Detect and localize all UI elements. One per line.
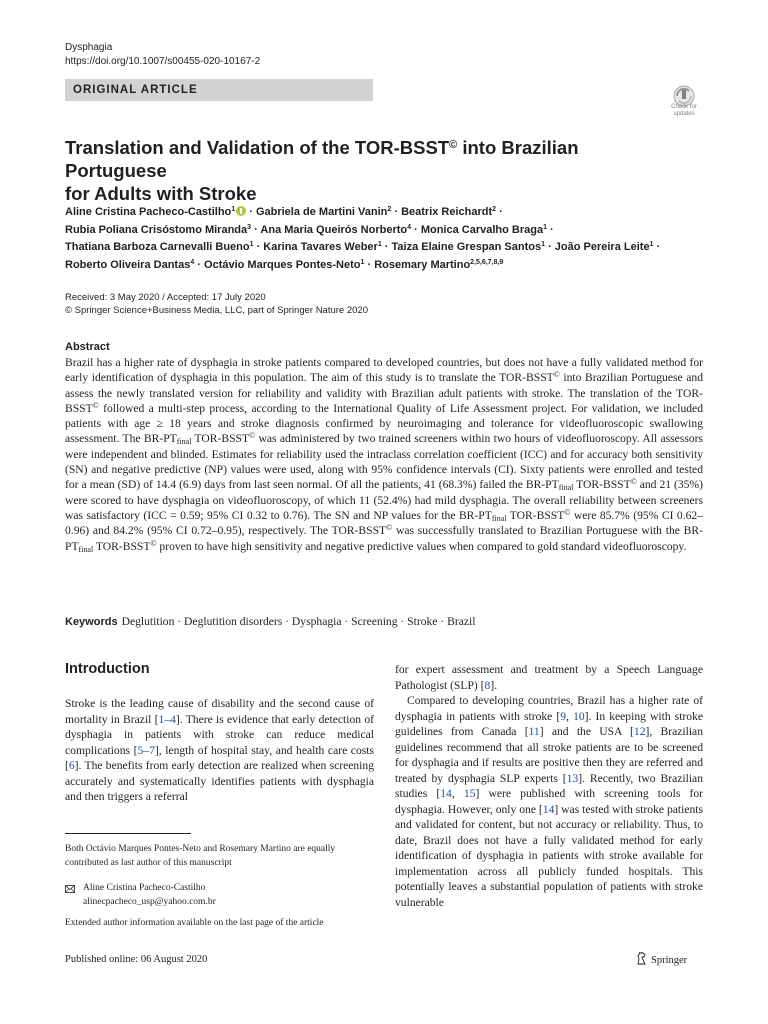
introduction-heading: Introduction (65, 661, 150, 677)
author-name[interactable]: Roberto Oliveira Dantas (65, 258, 191, 271)
article-type-band (65, 79, 373, 101)
paragraph-text: for expert assessment and treatment by a Speech Language Pathologist (SLP) [ (395, 663, 703, 692)
author-name[interactable]: Ana Maria Queirós Norberto (260, 223, 408, 236)
keywords-list: Deglutition · Deglutition disorders · Dysphagia · Screening · Stroke · Brazil (121, 615, 476, 628)
author-affiliation: 2,5,6,7,8,9 (470, 258, 504, 266)
check-updates-line-2: updates (673, 111, 695, 117)
citation-link[interactable]: 11 (528, 725, 540, 738)
article-type-label: ORIGINAL ARTICLE (73, 84, 198, 96)
citation-link[interactable]: 5–7 (137, 743, 155, 757)
title-part-1: Translation and Validation of the TOR-BSST (65, 137, 450, 158)
title-part-2: into Brazilian Portuguese (65, 137, 579, 181)
author-name[interactable]: Taiza Elaine Grespan Santos (391, 241, 542, 254)
paragraph-text: ] and the USA [ (539, 725, 634, 738)
paragraph-text: ]. Recently, two Brazilian studies [ (395, 771, 703, 800)
extended-author-info-note: Extended author information available on the last page of the article (65, 918, 324, 928)
copyright-superscript: © (249, 431, 256, 441)
copyright-superscript: © (564, 507, 571, 517)
author-name[interactable]: Thatiana Barboza Carnevalli Bueno (65, 241, 250, 254)
final-subscript: final (558, 483, 574, 493)
final-subscript: final (491, 513, 507, 523)
keywords-label: Keywords (65, 616, 118, 628)
author-name[interactable]: Beatrix Reichardt (401, 206, 493, 218)
abstract-text: and 21 (35%) were scored to have dysphagia on videofluoroscopy, of which 11 (52.4%) had mild dysphagia. The overall reliability between screeners was satisfactory (ICC = 0.59; 95% CI 0.32 to 0.76). The SN and NP values for the BR-PT (65, 478, 703, 522)
author-affiliation: 4 (190, 258, 195, 266)
abstract-text: followed a multi-step process, according to the International Quality of Life Assessment project. For validation, we included patients with age ≥ 18 years and stroke diagnosis confirmed by neuroimaging and tolerance for videofluoroscopic swallowing assessment. The BR-PT (65, 401, 703, 446)
abstract-body (65, 355, 703, 554)
citation-link[interactable]: 10 (573, 709, 585, 723)
received-accepted-dates: Received: 3 May 2020 / Accepted: 17 July 2020 (65, 292, 266, 303)
author-affiliation: 2 (492, 206, 497, 213)
mail-icon (65, 885, 75, 893)
title-copyright-mark: © (449, 139, 458, 151)
contact-name: Aline Cristina Pacheco-Castilho (83, 883, 206, 893)
author-affiliation: 3 (247, 223, 252, 231)
springer-wordmark: Springer (651, 955, 688, 966)
introduction-left-column (65, 696, 374, 805)
published-online-date: Published online: 06 August 2020 (65, 954, 208, 965)
paragraph-text: ]. In keeping with stroke guidelines from Canada [ (395, 709, 704, 738)
author-affiliation: 1 (543, 223, 547, 231)
orcid-icon[interactable] (236, 206, 246, 216)
paragraph-text: ]. There is evidence that early detection of dysphagia in patients with stroke can reduce medical complications [ (65, 712, 374, 757)
abstract-text: TOR-BSST (506, 508, 565, 522)
springer-horse-icon (636, 952, 647, 965)
doi-link[interactable]: https://doi.org/10.1007/s00455-020-10167-2 (65, 56, 261, 67)
author-affiliation: 1 (649, 241, 654, 249)
abstract-text: were 85.7% (95% CI 0.62–0.96) and 84.2% (95% CI 0.72–0.95), respectively. The TOR-BSST (65, 508, 703, 538)
intro-paragraph (65, 696, 374, 805)
citation-link[interactable]: 14 (440, 787, 452, 800)
paragraph-text: ] were published with screening tools for dysphagia. However, only one [ (395, 787, 704, 816)
abstract-text: Brazil has a higher rate of dysphagia in stroke patients compared to developed countries, but does not have a fully validated method for early identification of dysphagia in this population. The aim of this study is to translate the TOR-BSST (65, 356, 703, 385)
author-name[interactable]: Monica Carvalho Braga (420, 223, 544, 236)
citation-link[interactable]: 9 (560, 709, 567, 723)
abstract-text: TOR-BSST (93, 539, 151, 553)
author-affiliation: 2 (387, 206, 392, 213)
check-for-updates-label[interactable] (660, 104, 708, 118)
paragraph-text: , (566, 709, 574, 723)
citation-link[interactable]: 12 (633, 725, 646, 738)
author-name[interactable]: Rosemary Martino (374, 258, 471, 271)
citation-link[interactable]: 6 (68, 759, 75, 772)
citation-link[interactable]: 15 (463, 787, 476, 800)
article-title (65, 136, 685, 205)
paragraph-text: , (451, 787, 464, 800)
copyright-superscript: © (92, 400, 99, 410)
final-subscript: final (78, 544, 94, 554)
springer-logo (636, 952, 687, 968)
check-updates-line-1: Check for (671, 104, 697, 110)
contact-email-link[interactable]: alinecpacheco_usp@yahoo.com.br (83, 896, 216, 907)
paragraph-text: ]. (490, 678, 498, 692)
author-affiliation: 1 (541, 241, 546, 249)
abstract-text: was administered by two trained screeners within two hours of videofluoroscopy. All assessors were independent and blinded. Estimates for reliability used the intraclass correlation coefficient (ICC) and for accuracy both sensitivity (SN) and negative predictive (NP) values were used, along with 95% confidence intervals (CI). Sixty patients were enrolled and tested for a mean (SD) of 14.4 (6.9) days from last seen normal. Of all the patients, 41 (68.3%) failed the BR-PT (65, 432, 703, 492)
citation-link[interactable]: 1–4 (158, 712, 176, 726)
copyright-notice: © Springer Science+Business Media, LLC, part of Springer Nature 2020 (65, 305, 368, 316)
intro-paragraph (395, 693, 703, 910)
author-name[interactable]: Rubia Poliana Crisóstomo Miranda (65, 223, 248, 236)
author-affiliation: 1 (377, 241, 382, 249)
author-name[interactable]: Karina Tavares Weber (263, 241, 378, 254)
author-affiliation: 1 (360, 258, 365, 266)
paragraph-text: ], length of hospital stay, and health care costs [ (65, 743, 374, 772)
copyright-superscript: © (386, 523, 393, 533)
intro-paragraph (395, 662, 703, 693)
abstract-text: into Brazilian Portuguese and assess the newly translated version for reliability and validity with Brazilian adult patients with stroke. The translation of the TOR-BSST (65, 371, 703, 415)
equal-contribution-note: Both Octávio Marques Pontes-Neto and Rosemary Martino are equally contributed as last author of this manuscript (65, 844, 336, 868)
author-affiliation: 1 (231, 206, 236, 213)
citation-link[interactable]: 8 (484, 678, 491, 692)
author-name[interactable]: Aline Cristina Pacheco-Castilho (65, 206, 232, 218)
author-affiliation: 1 (249, 241, 254, 249)
author-name[interactable]: Gabriela de Martini Vanin (255, 206, 388, 218)
author-name[interactable]: João Pereira Leite (554, 241, 650, 254)
final-subscript: final (176, 437, 192, 447)
title-line-2: for Adults with Stroke (65, 183, 257, 204)
paragraph-text: Compared to developing countries, Brazil has a higher rate of dysphagia in patients with stroke [ (395, 694, 703, 723)
abstract-text: was successfully translated to Brazilian Portuguese with the BR-PT (65, 524, 703, 553)
abstract-text: proven to have high sensitivity and negative predictive values when compared to gold standard videofluoroscopy. (156, 539, 687, 553)
author-affiliation: 4 (407, 223, 412, 231)
citation-link[interactable]: 14 (542, 802, 555, 816)
footnote-divider (65, 833, 191, 834)
paragraph-text: ], Brazilian guidelines recommend that all stroke patients are to be screened for dysphagia and if results are positive then they are referred and treated by dysphagia SLP experts [ (395, 725, 703, 785)
paragraph-text: Stroke is the leading cause of disability and the second cause of mortality in Brazil [ (65, 697, 374, 726)
copyright-superscript: © (150, 538, 157, 548)
author-name[interactable]: Octávio Marques Pontes-Neto (204, 258, 361, 271)
abstract-text: TOR-BSST (191, 432, 250, 446)
copyright-superscript: © (553, 370, 560, 380)
copyright-superscript: © (630, 477, 637, 487)
introduction-right-column (395, 662, 703, 910)
citation-link[interactable]: 13 (566, 771, 579, 785)
paragraph-text: ] was tested with stroke patients and validated for content, but not accuracy or reliability. Thus, to date, Brazil does not have a fully validated method for early identification of dysphagia in patients with stroke available for implementation across all publicly funded hospitals. This potentially leaves a substantial population of patients with stroke vulnerable (395, 802, 704, 909)
journal-name: Dysphagia (65, 42, 113, 53)
abstract-text: TOR-BSST (573, 478, 631, 492)
abstract-heading: Abstract (65, 341, 110, 353)
author-list: Aline Cristina Pacheco-Castilho$^1$ · Gabriela de Martini Vanin$^2$ · Beatrix Reichardt$^2$ · Rubia Poliana Crisóstomo Miranda$^3$ · Ana Maria Queirós Norberto$^4$ · Monica Carvalho Braga$^1$ · Thatiana Barboza Carnevalli Bueno$^1$ · Karina Tavares Weber$^1$ · Taiza Elaine Grespan Santos$^1$ · João Pereira Leite$^1$ · Roberto Oliveira Dantas$^4$ · Octávio Marques Pontes-Neto$^1$ · Rosemary Martino$^{2,5,6,7,8,9}$ (65, 206, 661, 271)
paragraph-text: ]. The benefits from early detection are realized when screening accurately and systematically identifies patients with dysphagia and then triggers a referral (65, 759, 374, 803)
keywords (65, 614, 475, 630)
